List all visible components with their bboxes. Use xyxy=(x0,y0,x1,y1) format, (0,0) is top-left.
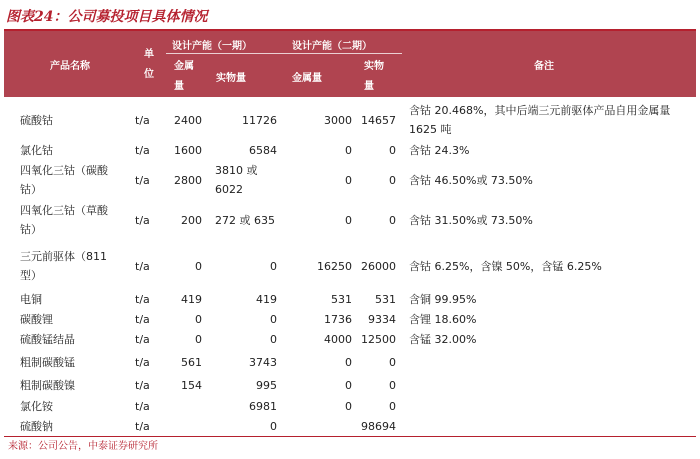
header-p1-metal-text: 金属量 xyxy=(174,61,194,92)
product-name-cell xyxy=(20,310,130,329)
header-unit xyxy=(142,45,156,85)
header-p1-metal xyxy=(174,57,198,97)
remark-cell: 含锰 32.00% xyxy=(409,332,477,346)
phase1-physical-cell: 419 xyxy=(256,292,277,306)
phase2-metal-cell: 0 xyxy=(345,399,352,413)
phase2-metal-cell: 0 xyxy=(345,355,352,369)
unit-cell: t/a xyxy=(135,259,150,273)
product-name-cell xyxy=(20,111,130,130)
phase1-metal-cell: 0 xyxy=(195,332,202,346)
unit-cell: t/a xyxy=(135,173,150,187)
phase2-physical-cell: 26000 xyxy=(361,259,396,273)
phase2-physical-cell: 14657 xyxy=(361,113,396,127)
unit-cell: t/a xyxy=(135,419,150,433)
source-note: 来源：公司公告，中泰证券研究所 xyxy=(8,441,158,452)
product-name-cell xyxy=(20,353,130,372)
remark-cell: 含锂 18.60% xyxy=(409,312,477,326)
phase2-metal-cell: 0 xyxy=(345,173,352,187)
phase1-metal-cell: 1600 xyxy=(174,143,202,157)
product-name-cell xyxy=(20,141,130,160)
phase2-physical-cell: 0 xyxy=(389,399,396,413)
phase1-physical-cell: 995 xyxy=(256,378,277,392)
header-product-name: 产品名称 xyxy=(50,61,90,72)
unit-cell: t/a xyxy=(135,378,150,392)
header-p2-metal: 金属量 xyxy=(292,73,322,84)
product-name-cell-line: 四氧化三钴（碳酸 xyxy=(20,164,108,177)
table-row xyxy=(4,246,696,286)
table-row xyxy=(4,200,696,240)
product-name-cell xyxy=(20,290,130,309)
table-row xyxy=(4,309,696,329)
table-row xyxy=(4,329,696,349)
table-row xyxy=(4,100,696,140)
phase1-physical-cell xyxy=(215,161,277,199)
phase1-physical-cell: 0 xyxy=(270,312,277,326)
phase2-physical-cell: 98694 xyxy=(361,419,396,433)
header-remark: 备注 xyxy=(534,61,554,72)
table-row xyxy=(4,140,696,160)
phase1-metal-cell: 154 xyxy=(181,378,202,392)
phase1-metal-cell: 419 xyxy=(181,292,202,306)
header-p2-physical-text: 实物量 xyxy=(364,61,384,92)
table-row xyxy=(4,351,696,373)
unit-cell: t/a xyxy=(135,399,150,413)
product-name-cell xyxy=(20,201,130,239)
unit-cell: t/a xyxy=(135,332,150,346)
phase1-metal-cell: 200 xyxy=(181,213,202,227)
phase2-metal-cell: 16250 xyxy=(317,259,352,273)
product-name-cell-line: 碳酸锂 xyxy=(20,312,53,326)
phase2-physical-cell: 12500 xyxy=(361,332,396,346)
phase2-physical-cell: 0 xyxy=(389,143,396,157)
phase2-metal-cell: 0 xyxy=(345,378,352,392)
phase1-metal-cell: 0 xyxy=(195,312,202,326)
unit-cell: t/a xyxy=(135,312,150,326)
remark-cell: 含钴 20.468%，其中后端三元前驱体产品自用金属量 1625 吨 xyxy=(409,104,671,136)
product-name-cell xyxy=(20,161,130,199)
phase1-physical-cell-line: 6022 xyxy=(215,183,243,196)
product-name-cell-line: 四氧化三钴（草酸 xyxy=(20,204,108,217)
phase1-physical-cell-line: 272 或 635 xyxy=(215,213,275,227)
product-name-cell-line: 型） xyxy=(20,269,42,282)
remark-cell: 含铜 99.95% xyxy=(409,292,477,306)
product-name-cell-line: 钴） xyxy=(20,183,42,196)
product-name-cell xyxy=(20,247,130,285)
product-name-cell-line: 粗制碳酸镍 xyxy=(20,378,75,392)
table-row xyxy=(4,416,696,436)
product-name-cell xyxy=(20,330,130,349)
remark-cell: 含钴 31.50%或 73.50% xyxy=(409,213,533,227)
product-name-cell-line: 粗制碳酸锰 xyxy=(20,355,75,369)
unit-cell: t/a xyxy=(135,355,150,369)
table-row xyxy=(4,289,696,309)
phase2-metal-cell: 1736 xyxy=(324,312,352,326)
phase2-physical-cell: 0 xyxy=(389,213,396,227)
product-name-cell-line: 硫酸钴 xyxy=(20,113,53,127)
table-row xyxy=(4,160,696,200)
phase2-physical-cell: 0 xyxy=(389,355,396,369)
header-unit-text: 单位 xyxy=(144,49,154,80)
phase1-physical-cell: 0 xyxy=(270,259,277,273)
remark-cell: 含钴 46.50%或 73.50% xyxy=(409,173,533,187)
phase1-physical-cell: 3743 xyxy=(249,355,277,369)
phase2-physical-cell: 0 xyxy=(389,173,396,187)
phase2-metal-cell: 3000 xyxy=(324,113,352,127)
phase2-physical-cell: 0 xyxy=(389,378,396,392)
header-p1-physical: 实物量 xyxy=(216,73,246,84)
unit-cell: t/a xyxy=(135,213,150,227)
remark-cell: 含钴 6.25%，含镍 50%，含锰 6.25% xyxy=(409,259,602,273)
phase1-metal-cell: 2400 xyxy=(174,113,202,127)
product-name-cell xyxy=(20,376,130,395)
unit-cell: t/a xyxy=(135,292,150,306)
header-phase2: 设计产能（二期） xyxy=(292,41,372,52)
phase1-physical-cell-line: 3810 或 xyxy=(215,164,258,177)
header-phase1: 设计产能（一期） xyxy=(172,41,252,52)
product-name-cell-line: 三元前驱体（811 xyxy=(20,250,107,263)
phase2-physical-cell: 9334 xyxy=(368,312,396,326)
phase1-physical-cell: 0 xyxy=(270,419,277,433)
table-row xyxy=(4,374,696,396)
phase2-metal-cell: 531 xyxy=(331,292,352,306)
phase2-physical-cell: 531 xyxy=(375,292,396,306)
product-name-cell-line: 氯化铵 xyxy=(20,399,53,413)
product-name-cell xyxy=(20,417,130,436)
phase1-physical-cell: 6981 xyxy=(249,399,277,413)
product-name-cell-line: 硫酸锰结晶 xyxy=(20,332,75,346)
header-p2-physical xyxy=(364,57,388,97)
remark-cell: 含钴 24.3% xyxy=(409,143,470,157)
phase1-physical-cell: 6584 xyxy=(249,143,277,157)
figure-title: 图表24：公司募投项目具体情况 xyxy=(6,9,208,25)
phase1-physical-cell: 0 xyxy=(270,332,277,346)
header-phase-divider xyxy=(166,53,402,54)
phase2-metal-cell: 4000 xyxy=(324,332,352,346)
phase2-metal-cell: 0 xyxy=(345,213,352,227)
phase2-metal-cell: 0 xyxy=(345,143,352,157)
unit-cell: t/a xyxy=(135,143,150,157)
product-name-cell-line: 电铜 xyxy=(20,292,42,306)
unit-cell: t/a xyxy=(135,113,150,127)
phase1-metal-cell: 0 xyxy=(195,259,202,273)
phase1-physical-cell: 11726 xyxy=(242,113,277,127)
phase1-physical-cell xyxy=(215,211,277,230)
product-name-cell-line: 氯化钴 xyxy=(20,143,53,157)
product-name-cell xyxy=(20,397,130,416)
phase1-metal-cell: 561 xyxy=(181,355,202,369)
bottom-rule xyxy=(4,436,696,437)
phase1-metal-cell: 2800 xyxy=(174,173,202,187)
product-name-cell-line: 钴） xyxy=(20,223,42,236)
table-row xyxy=(4,396,696,416)
product-name-cell-line: 硫酸钠 xyxy=(20,419,53,433)
table-header xyxy=(4,31,696,97)
